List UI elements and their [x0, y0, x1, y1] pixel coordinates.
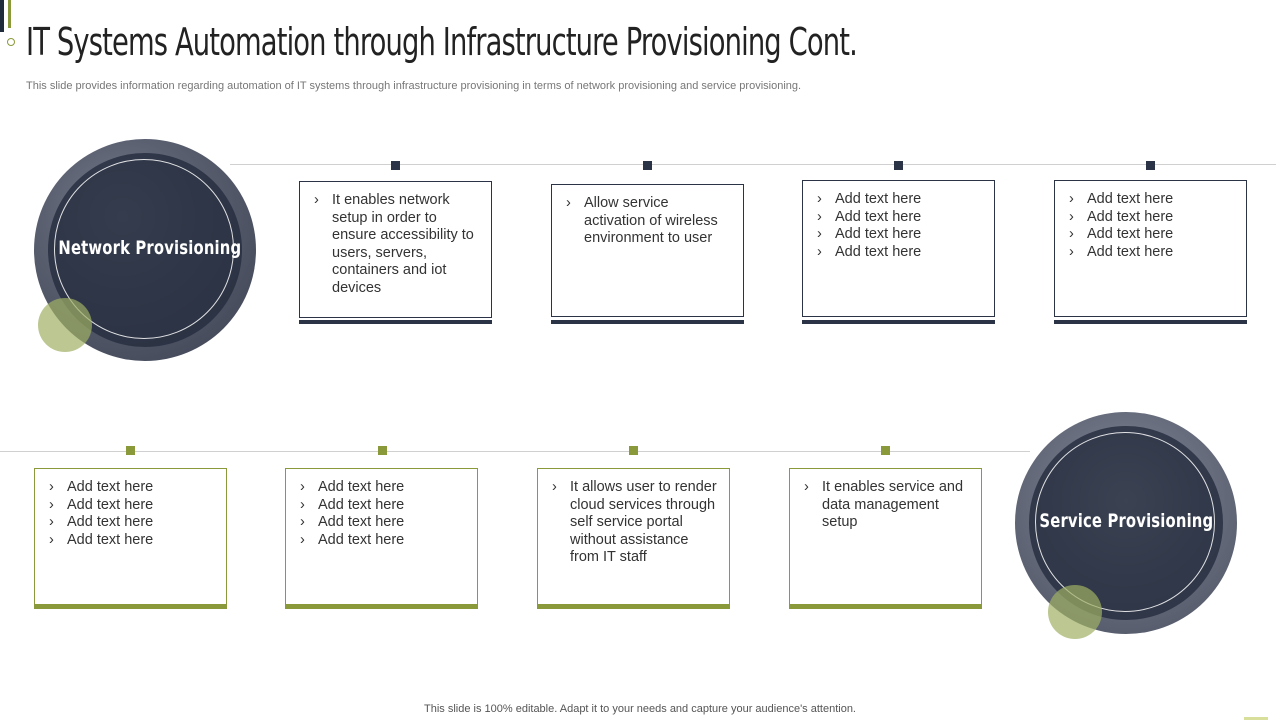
list-item: › Add text here	[49, 514, 216, 532]
service-accent-dot	[1048, 585, 1102, 639]
list-item: › Add text here	[817, 209, 984, 227]
list-item: › Add text here	[49, 497, 216, 515]
network-timeline-line	[230, 164, 1276, 165]
list-item: › Add text here	[300, 479, 467, 497]
network-box-2-underbar	[551, 320, 744, 324]
network-box-2	[551, 184, 744, 317]
network-provisioning-label: Network Provisioning	[58, 237, 242, 259]
list-item: › It allows user to render cloud services through self service portal without assistance from IT staff	[552, 479, 719, 567]
service-box-1	[34, 468, 227, 605]
list-item: › Add text here	[1069, 209, 1236, 227]
network-marker-4	[1146, 161, 1155, 170]
list-item: › Add text here	[817, 191, 984, 209]
list-item: › Add text here	[817, 244, 984, 262]
service-timeline-line	[0, 451, 1030, 452]
service-marker-3	[629, 446, 638, 455]
network-box-3-underbar	[802, 320, 995, 324]
network-box-1-underbar	[299, 320, 492, 324]
accent-dot	[7, 38, 15, 46]
network-box-3	[802, 180, 995, 317]
service-provisioning-circle	[1015, 412, 1237, 634]
network-box-1	[299, 181, 492, 318]
list-item: › It enables network setup in order to ensure accessibility to users, servers, containers and iot devices	[314, 192, 481, 298]
network-accent-dot	[38, 298, 92, 352]
network-box-4	[1054, 180, 1247, 317]
footer-note: This slide is 100% editable. Adapt it to your needs and capture your audience's attention.	[424, 703, 856, 715]
service-box-3-underbar	[537, 605, 730, 609]
list-item: › Add text here	[49, 532, 216, 550]
list-item: › Add text here	[49, 479, 216, 497]
list-item: › Add text here	[300, 497, 467, 515]
list-item: › Add text here	[300, 532, 467, 550]
service-box-3	[537, 468, 730, 605]
list-item: › Allow service activation of wireless environment to user	[566, 195, 733, 248]
service-box-2	[285, 468, 478, 605]
slide-subtitle: This slide provides information regarding automation of IT systems through infrastructure provisioning in terms of network provisioning and service provisioning.	[26, 80, 802, 92]
list-item: › It enables service and data management setup	[804, 479, 971, 532]
network-marker-3	[894, 161, 903, 170]
accent-bar	[0, 0, 4, 32]
list-item: › Add text here	[1069, 226, 1236, 244]
list-item: › Add text here	[1069, 244, 1236, 262]
list-item: › Add text here	[1069, 191, 1236, 209]
network-box-4-underbar	[1054, 320, 1247, 324]
network-marker-1	[391, 161, 400, 170]
service-box-4	[789, 468, 982, 605]
slide-title: IT Systems Automation through Infrastructure Provisioning Cont.	[26, 20, 857, 64]
network-marker-2	[643, 161, 652, 170]
list-item: › Add text here	[817, 226, 984, 244]
service-marker-4	[881, 446, 890, 455]
service-box-1-underbar	[34, 605, 227, 609]
list-item: › Add text here	[300, 514, 467, 532]
accent-bar-secondary	[8, 0, 11, 28]
service-provisioning-label: Service Provisioning	[1039, 510, 1214, 532]
service-box-4-underbar	[789, 605, 982, 609]
service-box-2-underbar	[285, 605, 478, 609]
service-marker-1	[126, 446, 135, 455]
service-marker-2	[378, 446, 387, 455]
